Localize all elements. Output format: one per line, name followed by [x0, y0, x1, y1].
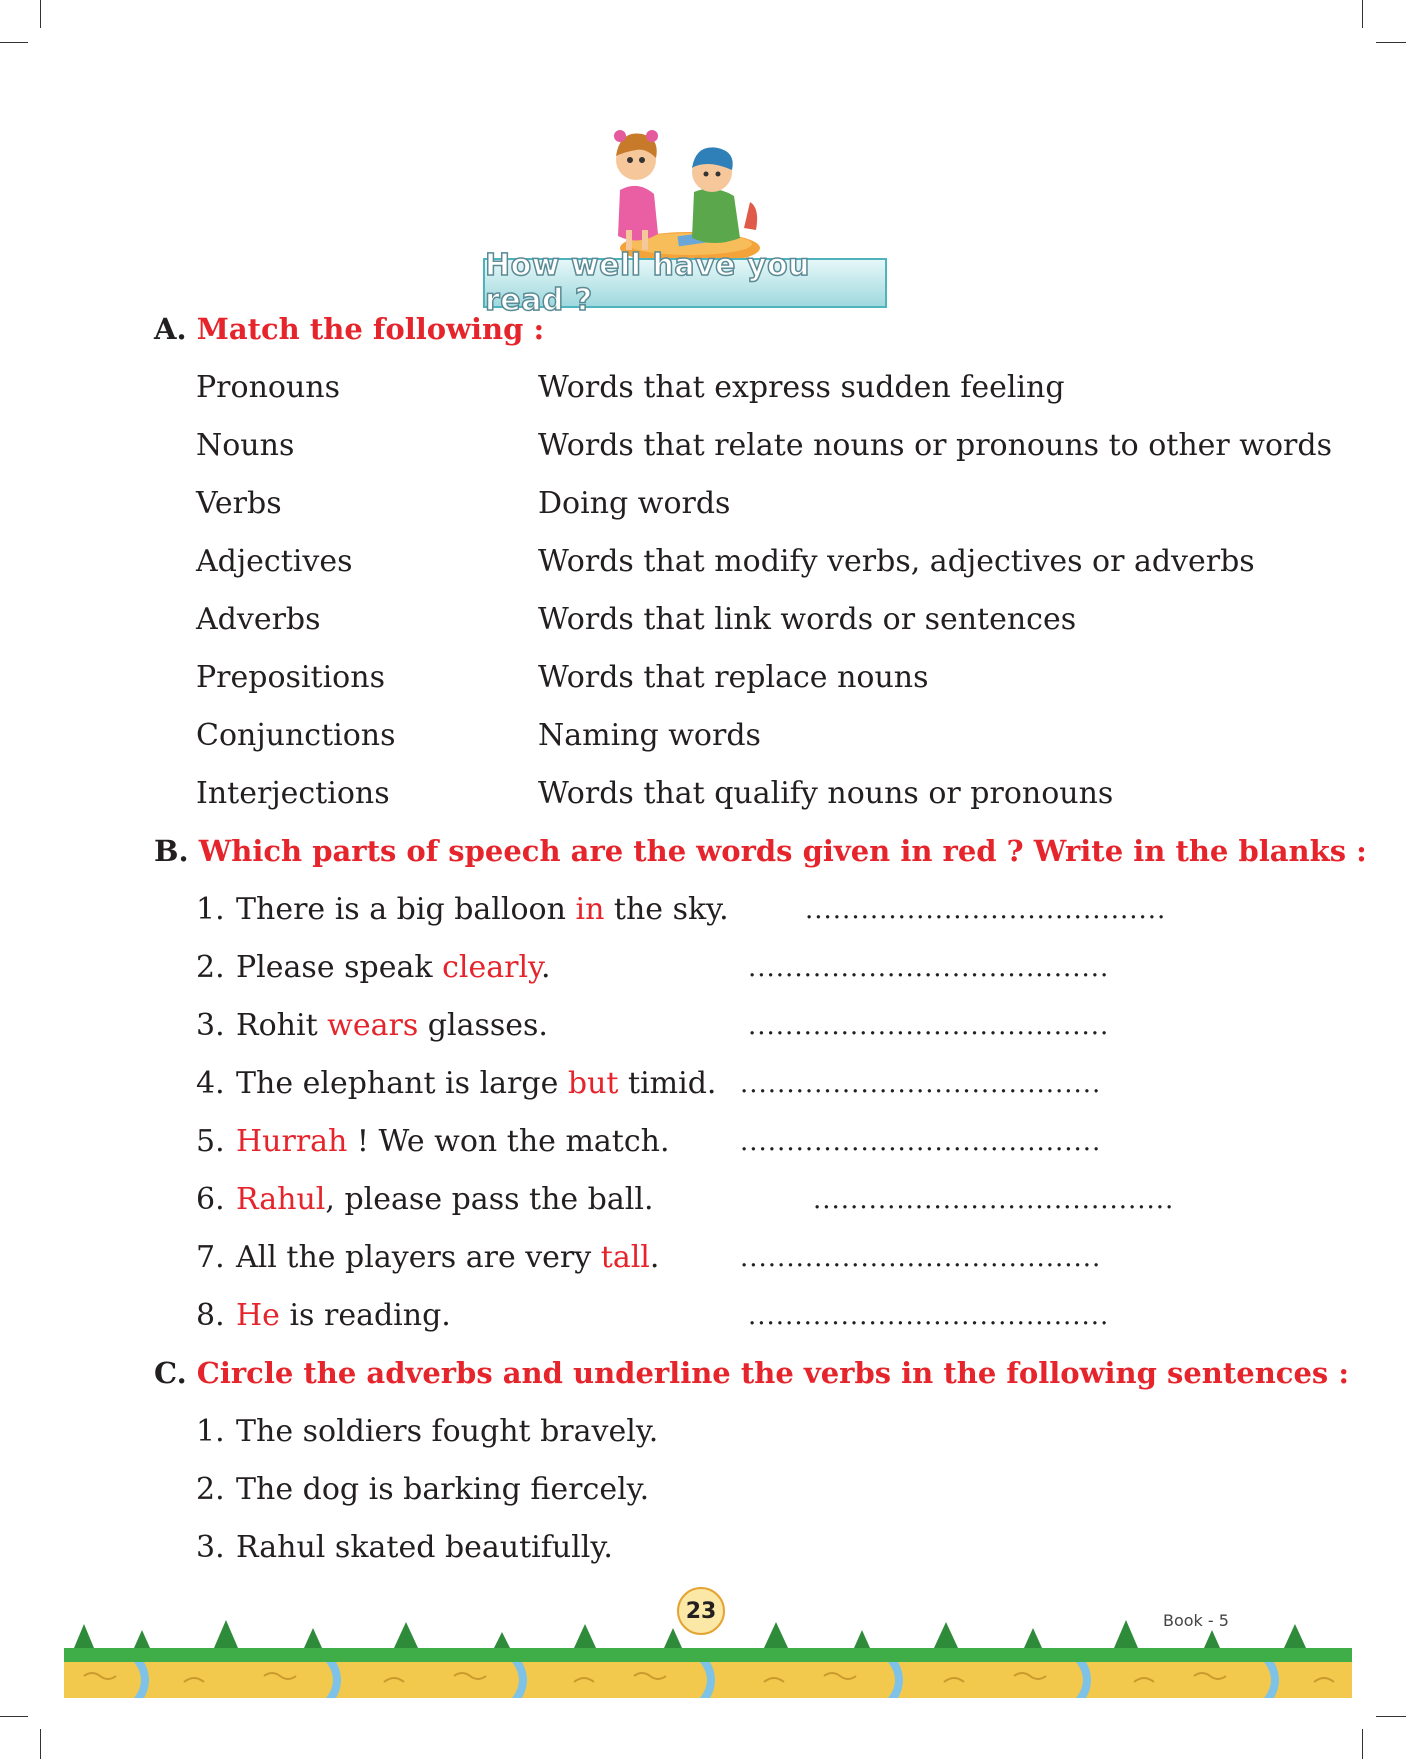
- match-right-item: Naming words: [538, 718, 761, 753]
- children-reading-illustration: [600, 130, 765, 265]
- red-word: He: [236, 1298, 280, 1333]
- sentence-item: [196, 1530, 613, 1565]
- sentence-text: There is a big balloon: [236, 892, 576, 927]
- answer-blank[interactable]: .......................................: [748, 1301, 1110, 1331]
- crop-mark: [0, 42, 28, 43]
- match-right-item: Words that link words or sentences: [538, 602, 1077, 637]
- item-number: 4.: [196, 1066, 225, 1101]
- sentence-text: Rohit: [236, 1008, 328, 1043]
- crop-mark: [40, 1729, 41, 1759]
- footer-landscape-border: [64, 1618, 1352, 1698]
- match-right-item: Words that replace nouns: [538, 660, 929, 695]
- answer-blank[interactable]: .......................................: [740, 1069, 1102, 1099]
- match-left-item: Conjunctions: [196, 718, 396, 753]
- question-item: [196, 1008, 548, 1043]
- sentence-item: [196, 1414, 658, 1449]
- match-left-item: Nouns: [196, 428, 295, 463]
- sentence-text: ! We won the match.: [347, 1124, 670, 1159]
- sentence-text: The dog is barking fiercely.: [236, 1472, 650, 1507]
- answer-blank[interactable]: .......................................: [805, 895, 1167, 925]
- match-right-item: Doing words: [538, 486, 731, 521]
- crop-mark: [1376, 42, 1406, 43]
- sentence-text: All the players are very: [236, 1240, 601, 1275]
- item-number: 8.: [196, 1298, 225, 1333]
- answer-blank[interactable]: .......................................: [813, 1185, 1175, 1215]
- answer-blank[interactable]: .......................................: [740, 1127, 1102, 1157]
- red-word: but: [567, 1066, 619, 1101]
- match-right-item: Words that express sudden feeling: [538, 370, 1065, 405]
- section-letter: A.: [154, 312, 187, 346]
- page-number: 23: [677, 1587, 725, 1635]
- section-letter: C.: [154, 1356, 187, 1390]
- sentence-text: The soldiers fought bravely.: [236, 1414, 659, 1449]
- section-b-heading: [154, 834, 1367, 868]
- crop-mark: [1362, 0, 1363, 28]
- item-number: 1.: [196, 892, 225, 927]
- red-word: wears: [327, 1008, 419, 1043]
- sentence-text: , please pass the ball.: [325, 1182, 654, 1217]
- match-left-item: Interjections: [196, 776, 390, 811]
- match-left-item: Adverbs: [196, 602, 321, 637]
- match-left-item: Adjectives: [196, 544, 353, 579]
- red-word: clearly: [442, 950, 541, 985]
- red-word: Rahul: [236, 1182, 326, 1217]
- red-word: Hurrah: [236, 1124, 348, 1159]
- sentence-text: Please speak: [236, 950, 443, 985]
- question-item: [196, 1240, 659, 1275]
- question-item: [196, 950, 551, 985]
- item-number: 1.: [196, 1414, 225, 1449]
- match-right-item: Words that qualify nouns or pronouns: [538, 776, 1114, 811]
- sentence-text: .: [541, 950, 551, 985]
- item-number: 2.: [196, 1472, 225, 1507]
- item-number: 6.: [196, 1182, 225, 1217]
- section-letter: B.: [154, 834, 189, 868]
- sentence-text: the sky.: [604, 892, 729, 927]
- book-label: Book - 5: [1163, 1611, 1229, 1630]
- answer-blank[interactable]: .......................................: [740, 1243, 1102, 1273]
- question-item: [196, 1124, 670, 1159]
- item-number: 3.: [196, 1530, 225, 1565]
- section-title: Match the following :: [196, 312, 545, 346]
- crop-mark: [0, 1716, 28, 1717]
- item-number: 2.: [196, 950, 225, 985]
- red-word: tall: [600, 1240, 650, 1275]
- match-left-item: Verbs: [196, 486, 282, 521]
- page-title: How well have you read ?: [485, 248, 810, 318]
- match-left-item: Prepositions: [196, 660, 385, 695]
- question-item: [196, 1298, 451, 1333]
- question-item: [196, 1182, 654, 1217]
- section-title-banner: [483, 248, 887, 318]
- crop-mark: [40, 0, 41, 28]
- match-left-item: Pronouns: [196, 370, 341, 405]
- sentence-text: glasses.: [418, 1008, 548, 1043]
- answer-blank[interactable]: .......................................: [748, 953, 1110, 983]
- section-a-heading: [154, 312, 544, 346]
- question-item: [196, 1066, 716, 1101]
- crop-mark: [1376, 1716, 1406, 1717]
- question-item: [196, 892, 729, 927]
- section-title: Circle the adverbs and underline the verbs in the following sentences :: [196, 1356, 1350, 1390]
- sentence-text: .: [649, 1240, 660, 1275]
- sentence-text: is reading.: [279, 1298, 451, 1333]
- item-number: 3.: [196, 1008, 225, 1043]
- crop-mark: [1362, 1729, 1363, 1759]
- sentence-item: [196, 1472, 649, 1507]
- section-title: Which parts of speech are the words given in red ? Write in the blanks :: [198, 834, 1367, 868]
- item-number: 7.: [196, 1240, 225, 1275]
- red-word: in: [575, 892, 605, 927]
- answer-blank[interactable]: .......................................: [748, 1011, 1110, 1041]
- match-right-item: Words that relate nouns or pronouns to other words: [538, 428, 1332, 463]
- item-number: 5.: [196, 1124, 225, 1159]
- match-right-item: Words that modify verbs, adjectives or adverbs: [538, 544, 1255, 579]
- section-c-heading: [154, 1356, 1349, 1390]
- sentence-text: Rahul skated beautifully.: [236, 1530, 613, 1565]
- sentence-text: The elephant is large: [236, 1066, 568, 1101]
- sentence-text: timid.: [618, 1066, 717, 1101]
